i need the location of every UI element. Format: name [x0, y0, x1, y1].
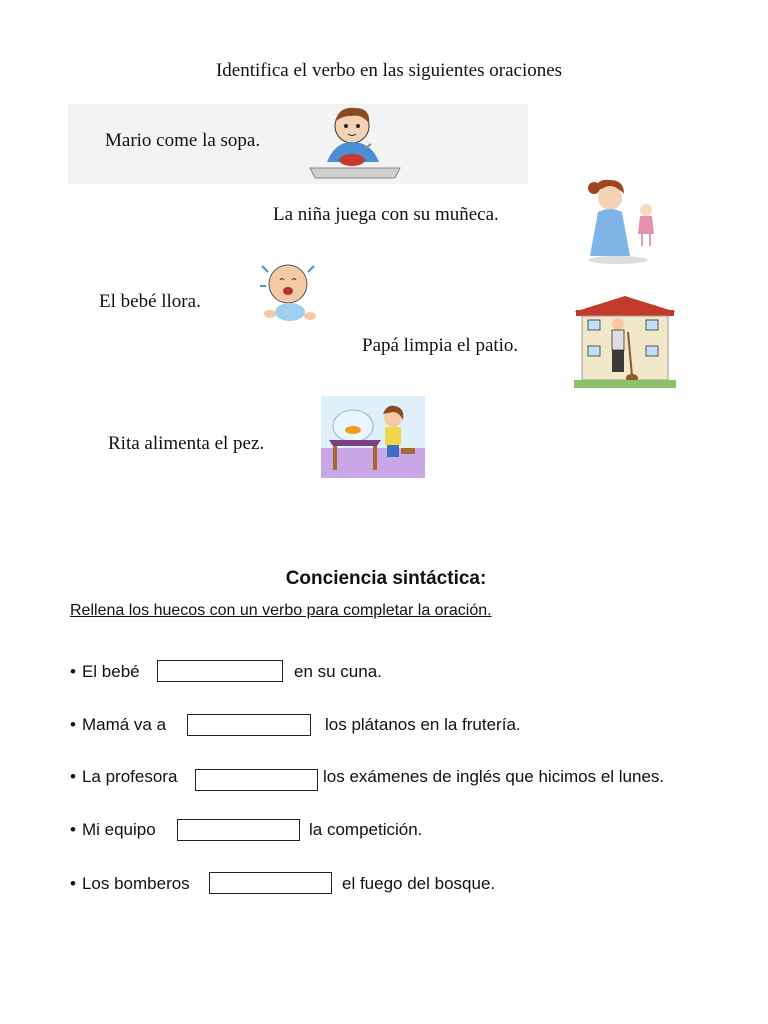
sentence-1: Mario come la sopa.: [105, 130, 261, 151]
exercise-title: Identifica el verbo en las siguientes oraciones: [215, 60, 563, 81]
fill-item-1-after: en su cuna.: [294, 662, 382, 681]
fill-item-1: [70, 659, 140, 685]
fill-item-2-after: los plátanos en la frutería.: [325, 715, 521, 734]
instruction: Rellena los huecos con un verbo para completar la oración.: [70, 602, 492, 619]
crying-baby-illustration: [258, 258, 322, 324]
bullet: •: [70, 767, 76, 786]
girl-with-doll-illustration: [580, 176, 666, 264]
bullet: •: [70, 820, 76, 839]
fill-item-4-after: la competición.: [309, 820, 423, 839]
fill-item-5-before: Los bomberos: [81, 874, 190, 893]
fill-item-3-before: La profesora: [81, 767, 178, 786]
boy-eating-soup-illustration: [305, 104, 405, 182]
sentence-5: Rita alimenta el pez.: [108, 433, 265, 454]
bullet: •: [70, 715, 76, 734]
sentence-4: Papá limpia el patio.: [362, 335, 519, 356]
answer-blank-2[interactable]: [187, 714, 311, 736]
fill-item-2: [70, 712, 166, 738]
fill-item-5: [70, 871, 190, 897]
answer-blank-5[interactable]: [209, 872, 332, 894]
fill-item-3: [70, 764, 177, 790]
bullet: •: [70, 874, 76, 893]
fill-item-2-after-row: [325, 712, 521, 738]
answer-blank-1[interactable]: [157, 660, 283, 682]
section-title: Conciencia sintáctica:: [285, 568, 487, 589]
dad-sweeping-patio-illustration: [572, 294, 678, 390]
bullet: •: [70, 662, 76, 681]
sentence-2: La niña juega con su muñeca.: [273, 204, 499, 225]
fill-item-1-after-row: [294, 659, 382, 685]
fill-item-2-before: Mamá va a: [81, 715, 167, 734]
answer-blank-4[interactable]: [177, 819, 300, 841]
fill-item-1-before: El bebé: [81, 662, 140, 681]
fill-item-5-after: el fuego del bosque.: [342, 874, 496, 893]
rita-feeding-fish-illustration: [321, 396, 425, 478]
fill-item-3-after: los exámenes de inglés que hicimos el lunes.: [323, 767, 665, 786]
fill-item-3-after-row: [323, 764, 664, 790]
sentence-3: El bebé llora.: [99, 291, 201, 312]
fill-item-4-before: Mi equipo: [81, 820, 156, 839]
fill-item-5-after-row: [342, 871, 495, 897]
fill-item-4: [70, 817, 156, 843]
fill-item-4-after-row: [309, 817, 422, 843]
answer-blank-3[interactable]: [195, 769, 318, 791]
